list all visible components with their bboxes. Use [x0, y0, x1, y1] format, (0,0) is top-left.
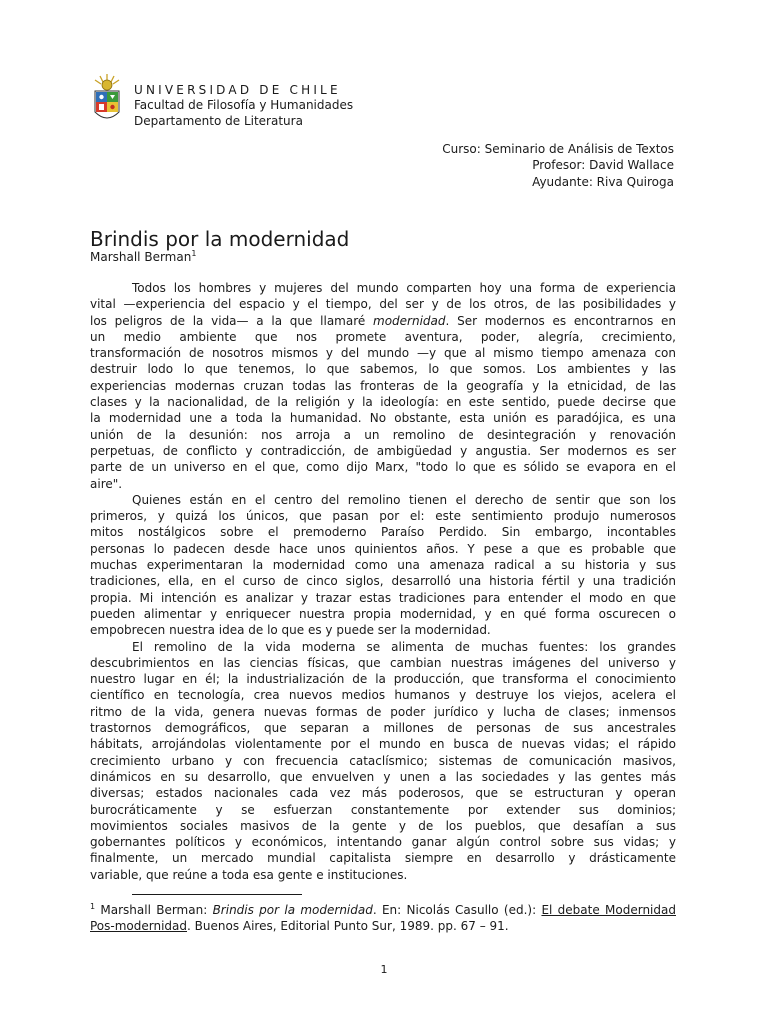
department-name: Departamento de Literatura — [134, 114, 303, 128]
body-line — [90, 313, 676, 329]
body-line: El remolino de la vida moderna se alimenta de muchas fuentes: los grandes — [132, 639, 676, 654]
body-line: un medio ambiente que nos promete aventura, poder, alegría, crecimiento, — [90, 329, 676, 344]
body-line: mitos nostálgicos sobre el premoderno Paraíso Perdido. Sin embargo, incontables — [90, 525, 676, 540]
body-line: unión de la desunión: nos arroja a un remolino de desintegración y renovación — [90, 427, 676, 442]
footnote-marker: 1 — [191, 249, 197, 258]
text-run: los peligros de la vida— a la que llamaré — [90, 313, 374, 328]
footnote-line: Pos-modernidad. Buenos Aires, Editorial Punto Sur, 1989. pp. 67 – 91. — [90, 919, 509, 934]
body-line: Quienes están en el centro del remolino tienen el derecho de sentir que son los — [132, 492, 676, 507]
body-line: movimientos sociales masivos de la gente y de los pueblos, que desafían a sus — [90, 818, 676, 833]
body-line: variable, que reúne a toda esa gente e instituciones. — [90, 867, 408, 882]
body-line: parte de un universo en el que, como dijo Marx, "todo lo que es sólido se evapora en el — [90, 460, 676, 475]
footnote-number: 1 — [90, 902, 96, 911]
footnote-line: $^1$ Marshall Berman: Brindis por la modernidad. En: Nicolás Casullo (ed.): El debate Modernidad — [90, 902, 676, 917]
body-line: la modernidad une a toda la humanidad. No obstante, esta unión es paradójica, es una — [90, 411, 676, 426]
body-line: nuestro lugar en él; la industrialización de la producción, que transforma el conocimiento — [90, 672, 676, 687]
assistant-line: Ayudante: Riva Quiroga — [532, 174, 674, 189]
course-line: Curso: Seminario de Análisis de Textos — [442, 142, 674, 156]
body-line: crecimiento urbano y con frecuencia cataclísmico; sistemas de comunicación masivos, — [90, 753, 676, 768]
body-line: destruir lodo lo que tenemos, lo que sabemos, lo que somos. Los ambientes y las — [90, 362, 676, 377]
footnote-book-title: El debate Modernidad — [541, 903, 676, 917]
body-line: muchas experimentaran la modernidad como una amenaza radical a su historia y sus — [90, 558, 676, 573]
body-line: vital —experiencia del espacio y el tiempo, del ser y de los otros, de las posibilidades y — [90, 297, 676, 312]
footnote — [90, 902, 676, 935]
body-line: primeros, y quizá los únicos, que pasan por el: este sentimiento produjo numerosos — [90, 509, 676, 524]
article-body — [90, 280, 676, 883]
body-line: personas lo padecen desde hace unos quinientos años. Y pese a que es probable que — [90, 541, 676, 556]
body-line: hábitats, arrojándolas violentamente por el mundo en busca de nuevas vidas; el rápido — [90, 737, 676, 752]
footnote-work: Brindis por la modernidad — [212, 903, 373, 917]
italic-term: modernidad — [373, 313, 446, 328]
body-line: perpetuas, de conflicto y contradicción, de ambigüedad y angustia. Ser modernos es ser — [90, 443, 676, 458]
body-line: tradiciones, ella, en el curso de cinco siglos, desarrolló una historia fértil y una tradición — [90, 574, 676, 589]
text-run: . Ser modernos es encontrarnos en — [445, 313, 676, 328]
footnote-separator — [132, 894, 302, 895]
faculty-name: Facultad de Filosofía y Humanidades — [134, 98, 354, 112]
body-line: burocráticamente y se esfuerzan constantemente por extender sus dominios; — [90, 802, 676, 817]
body-line: experiencias modernas cruzan todas las fronteras de la geografía y la etnicidad, de las — [90, 378, 676, 393]
body-line: ritmo de la vida, genera nuevas formas de poder jurídico y lucha de clases; inmensos — [90, 704, 676, 719]
body-line: Todos los hombres y mujeres del mundo comparten hoy una forma de experiencia — [132, 281, 676, 295]
article-title: Brindis por la modernidad — [90, 227, 350, 251]
article-author — [90, 249, 196, 265]
professor-line: Profesor: David Wallace — [532, 158, 674, 173]
body-line: pueden alimentar y enriquecer nuestra propia modernidad, y en qué forma oscurecen o — [90, 606, 676, 621]
author-name: Marshall Berman — [90, 250, 192, 264]
footnote-book-title-cont: Pos-modernidad — [90, 919, 188, 934]
body-line: diversas; estados nacionales cada vez más poderosos, que se estructuran y operan — [90, 786, 676, 801]
course-info — [442, 141, 674, 190]
body-line: transformación de nosotros mismos y del mundo —y que al mismo tiempo amenaza con — [90, 346, 676, 361]
body-line: descubrimientos en las ciencias físicas, que cambian nuestras imágenes del universo y — [90, 655, 676, 670]
body-line: propia. Mi intención es analizar y trazar estas tradiciones para entender el modo en que — [90, 590, 676, 605]
body-line: científico en tecnología, crea nuevos medios humanos y destruye los viejos, acelera el — [90, 688, 676, 703]
body-line: clases y la nacionalidad, de la religión y la ideología: en este sentido, puede decirse que — [90, 395, 676, 410]
page-number: 1 — [380, 963, 388, 976]
body-line: gobernantes políticos y económicos, intentando ganar algún control sobre sus vidas; y — [90, 835, 676, 850]
body-line: empobrecen nuestra idea de lo que es y puede ser la modernidad. — [90, 623, 491, 638]
university-name: UNIVERSIDAD DE CHILE — [134, 83, 341, 97]
university-crest-logo — [90, 72, 124, 128]
body-line: dinámicos en su desarrollo, que envuelven y unen a las sociedades y las gentes más — [90, 769, 676, 784]
body-line: finalmente, un mercado mundial capitalista siempre en desarrollo y drásticamente — [90, 851, 676, 866]
body-line: aire". — [90, 476, 123, 491]
body-line: trastornos demográficos, que separan a millones de personas de sus ancestrales — [90, 721, 676, 736]
